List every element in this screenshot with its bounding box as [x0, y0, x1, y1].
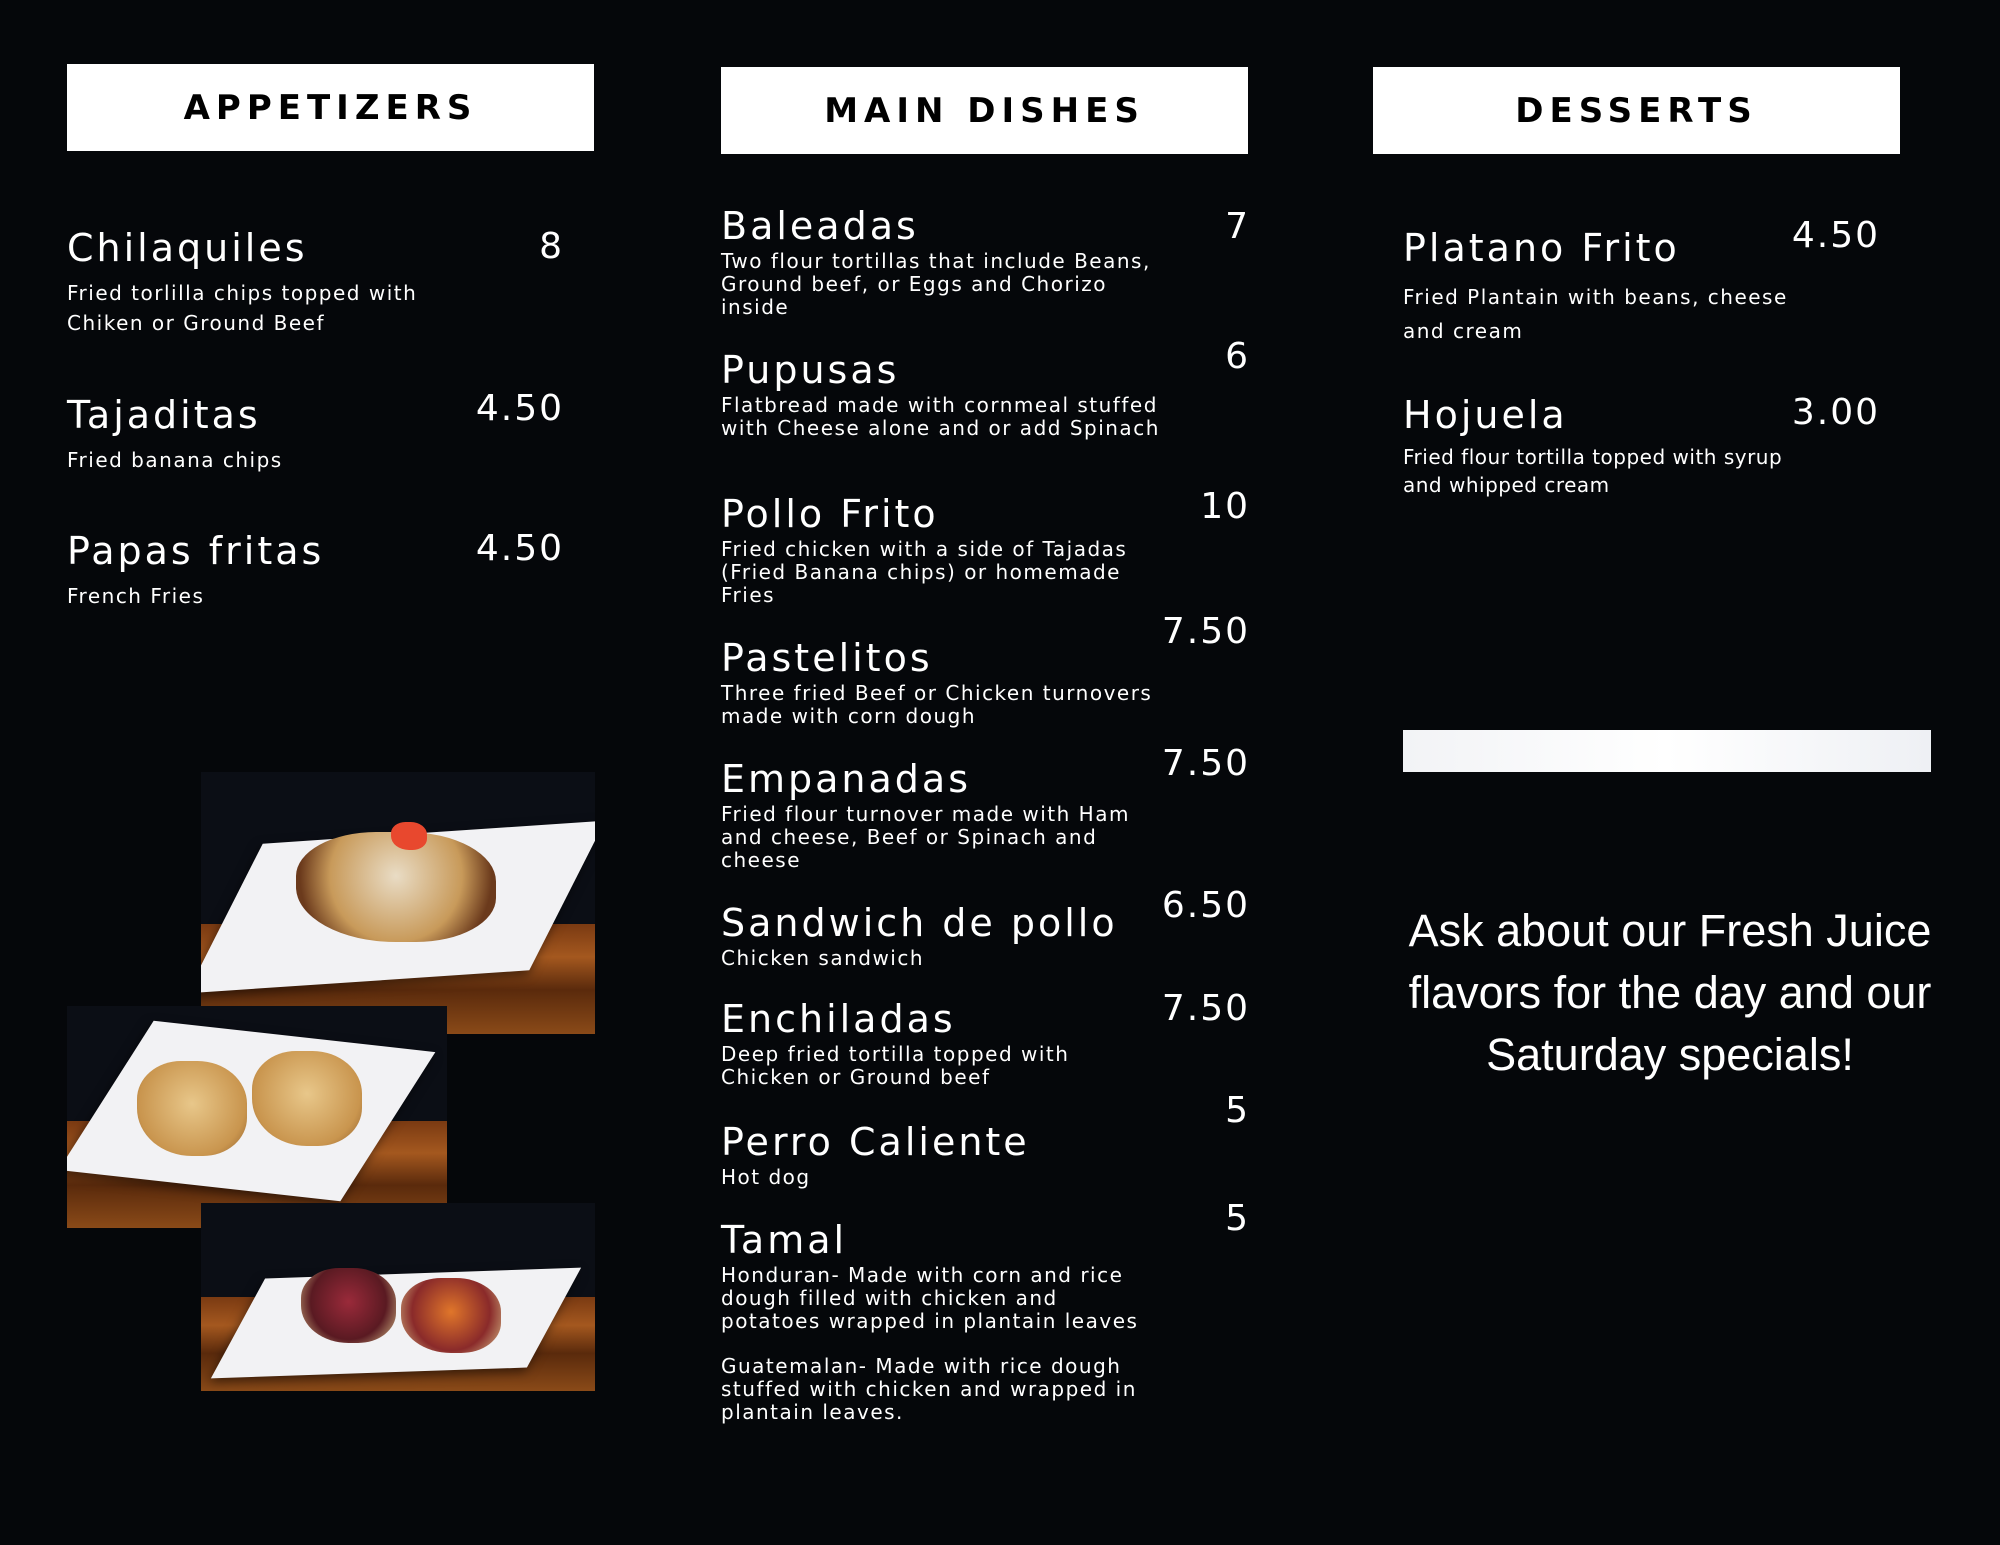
item-name: Empanadas [721, 757, 972, 801]
item-description: Fried banana chips [67, 448, 283, 472]
menu-item-perro-caliente [721, 1122, 1161, 1189]
menu-item-hojuela [1403, 395, 1803, 499]
promo-text: Ask about our Fresh Juice flavors for the day and our Saturday specials! [1408, 905, 1932, 1080]
menu-item-pupusas [721, 350, 1161, 440]
item-description: Fried chicken with a side of Tajadas (Fried Banana chips) or homemade Fries [721, 537, 1128, 607]
menu-item-enchiladas [721, 999, 1161, 1089]
menu-item-sandwich-de-pollo [721, 903, 1161, 970]
item-name: Baleadas [721, 204, 919, 248]
food-photo-empanadas [67, 1006, 447, 1228]
item-price: 4.50 [475, 528, 564, 569]
item-name: Enchiladas [721, 997, 956, 1041]
desserts-header: DESSERTS [1373, 67, 1900, 154]
item-price: 10 [1200, 486, 1250, 527]
menu-item-baleadas [721, 206, 1161, 319]
item-name: Pastelitos [721, 636, 933, 680]
item-description: Two flour tortillas that include Beans, Ground beef, or Eggs and Chorizo inside [721, 249, 1151, 319]
item-price: 6 [1225, 336, 1250, 377]
menu-item-tajaditas [67, 395, 487, 475]
menu-item-papas-fritas [67, 531, 487, 611]
item-price: 5 [1225, 1090, 1250, 1131]
food-photo-chilaquiles [201, 772, 595, 1034]
item-name: Papas fritas [67, 529, 325, 573]
item-name: Sandwich de pollo [721, 901, 1118, 945]
item-name: Tamal [721, 1218, 848, 1262]
item-description: Chicken sandwich [721, 946, 925, 970]
item-price: 7.50 [1161, 988, 1250, 1029]
item-price: 6.50 [1161, 885, 1250, 926]
main-dishes-header: MAIN DISHES [721, 67, 1248, 154]
item-description: Fried flour tortilla topped with syrup and whipped cream [1403, 445, 1783, 497]
item-name: Tajaditas [67, 393, 261, 437]
menu-item-platano-frito [1403, 228, 1803, 348]
item-description: Honduran- Made with corn and rice dough filled with chicken and potatoes wrapped in plantain leaves [721, 1263, 1139, 1333]
item-description: Hot dog [721, 1165, 811, 1189]
item-name: Pollo Frito [721, 492, 939, 536]
item-description-alt: Guatemalan- Made with rice dough stuffed with chicken and wrapped in plantain leaves. [721, 1354, 1137, 1424]
item-price: 8 [539, 226, 564, 267]
item-description: Flatbread made with cornmeal stuffed with Cheese alone and or add Spinach [721, 393, 1160, 440]
item-price: 7.50 [1161, 743, 1250, 784]
item-name: Hojuela [1403, 393, 1568, 437]
item-name: Pupusas [721, 348, 900, 392]
item-description: Fried torlilla chips topped with Chiken or Ground Beef [67, 281, 418, 335]
item-description: Deep fried tortilla topped with Chicken or Ground beef [721, 1042, 1070, 1089]
menu-item-chilaquiles [67, 228, 487, 338]
appetizers-header: APPETIZERS [67, 64, 594, 151]
item-price: 7.50 [1161, 611, 1250, 652]
item-price: 7 [1225, 206, 1250, 247]
item-description: Three fried Beef or Chicken turnovers made with corn dough [721, 681, 1153, 728]
item-price: 3.00 [1791, 392, 1880, 433]
item-description: Fried flour turnover made with Ham and cheese, Beef or Spinach and cheese [721, 802, 1130, 872]
item-price: 4.50 [1791, 215, 1880, 256]
item-description: French Fries [67, 584, 205, 608]
item-name: Perro Caliente [721, 1120, 1030, 1164]
menu-item-pastelitos [721, 638, 1161, 728]
menu-item-pollo-frito [721, 494, 1161, 607]
item-description: Fried Plantain with beans, cheese and cream [1403, 285, 1788, 343]
item-price: 4.50 [475, 388, 564, 429]
item-price: 5 [1225, 1198, 1250, 1239]
food-photo-pupusas [201, 1203, 595, 1391]
item-name: Chilaquiles [67, 226, 308, 270]
item-name: Platano Frito [1403, 226, 1680, 270]
menu-item-tamal [721, 1220, 1161, 1424]
divider-bar [1403, 730, 1931, 772]
menu-item-empanadas [721, 759, 1161, 872]
